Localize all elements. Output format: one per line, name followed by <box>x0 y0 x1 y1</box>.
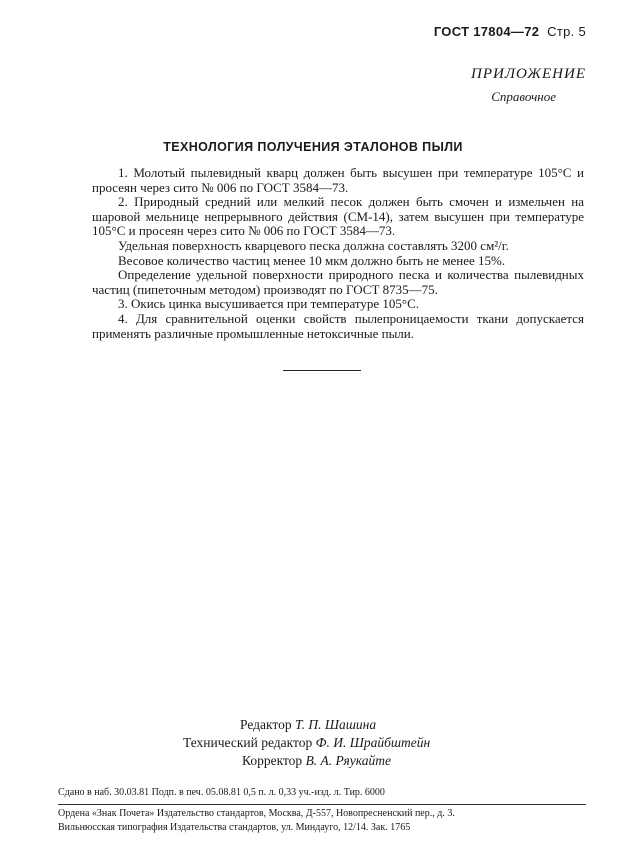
editor-role: Редактор <box>240 717 292 732</box>
paragraph: Определение удельной поверхности природного песка и количества пылевидных частиц (пипеточным методом) производят по ГОСТ 8735—75. <box>92 267 584 297</box>
print-details: Сдано в наб. 30.03.81 Подп. в печ. 05.08.81 0,5 п. л. 0,33 уч.-изд. л. Тир. 6000 <box>58 787 385 798</box>
page-header <box>434 24 586 39</box>
printer-line: Вильнюсская типография Издательства стандартов, ул. Миндауго, 12/14. Зак. 1765 <box>58 822 411 833</box>
paragraph: 4. Для сравнительной оценки свойств пылепроницаемости ткани допускается применять различные промышленные нетоксичные пыли. <box>92 310 584 341</box>
body-text <box>92 166 584 341</box>
appendix-title: ПРИЛОЖЕНИЕ <box>471 66 586 82</box>
editor-name: Т. П. Шашина <box>294 717 377 732</box>
corrector-name: В. А. Ряукайте <box>305 753 391 768</box>
paragraph: Удельная поверхность кварцевого песка должна составлять 3200 см²/г. <box>118 237 509 253</box>
imprint-rule <box>58 804 586 805</box>
page-number: Стр. 5 <box>547 24 586 39</box>
paragraph: 3. Окись цинка высушивается при температуре 105°С. <box>118 296 420 312</box>
section-heading: ТЕХНОЛОГИЯ ПОЛУЧЕНИЯ ЭТАЛОНОВ ПЫЛИ <box>163 140 463 154</box>
tech-editor-role: Технический редактор <box>183 735 313 750</box>
corrector-line <box>242 752 391 770</box>
standard-number: ГОСТ 17804—72 <box>433 24 540 39</box>
appendix-label <box>471 66 586 105</box>
publisher-line: Ордена «Знак Почета» Издательство стандартов, Москва, Д-557, Новопресненский пер., д. 3. <box>58 808 455 819</box>
paragraph: 1. Молотый пылевидный кварц должен быть высушен при температуре 105°С и просеян через сито № 006 по ГОСТ 3584—73. <box>92 165 584 195</box>
tech-editor-line <box>183 734 430 752</box>
appendix-subtitle: Справочное <box>491 89 556 104</box>
tech-editor-name: Ф. И. Шрайбштейн <box>315 735 431 750</box>
imprint-block <box>58 786 586 835</box>
paragraph: 2. Природный средний или мелкий песок должен быть смочен и измельчен на шаровой мельнице непрерывного действия (СМ-14), затем высушен при температуре 105°С и просеян через сито № 006 по ГОСТ 3584—73. <box>92 194 584 239</box>
editor-line <box>240 716 376 734</box>
corrector-role: Корректор <box>242 753 303 768</box>
paragraph: Весовое количество частиц менее 10 мкм должно быть не менее 15%. <box>118 252 506 268</box>
section-divider <box>283 370 361 371</box>
